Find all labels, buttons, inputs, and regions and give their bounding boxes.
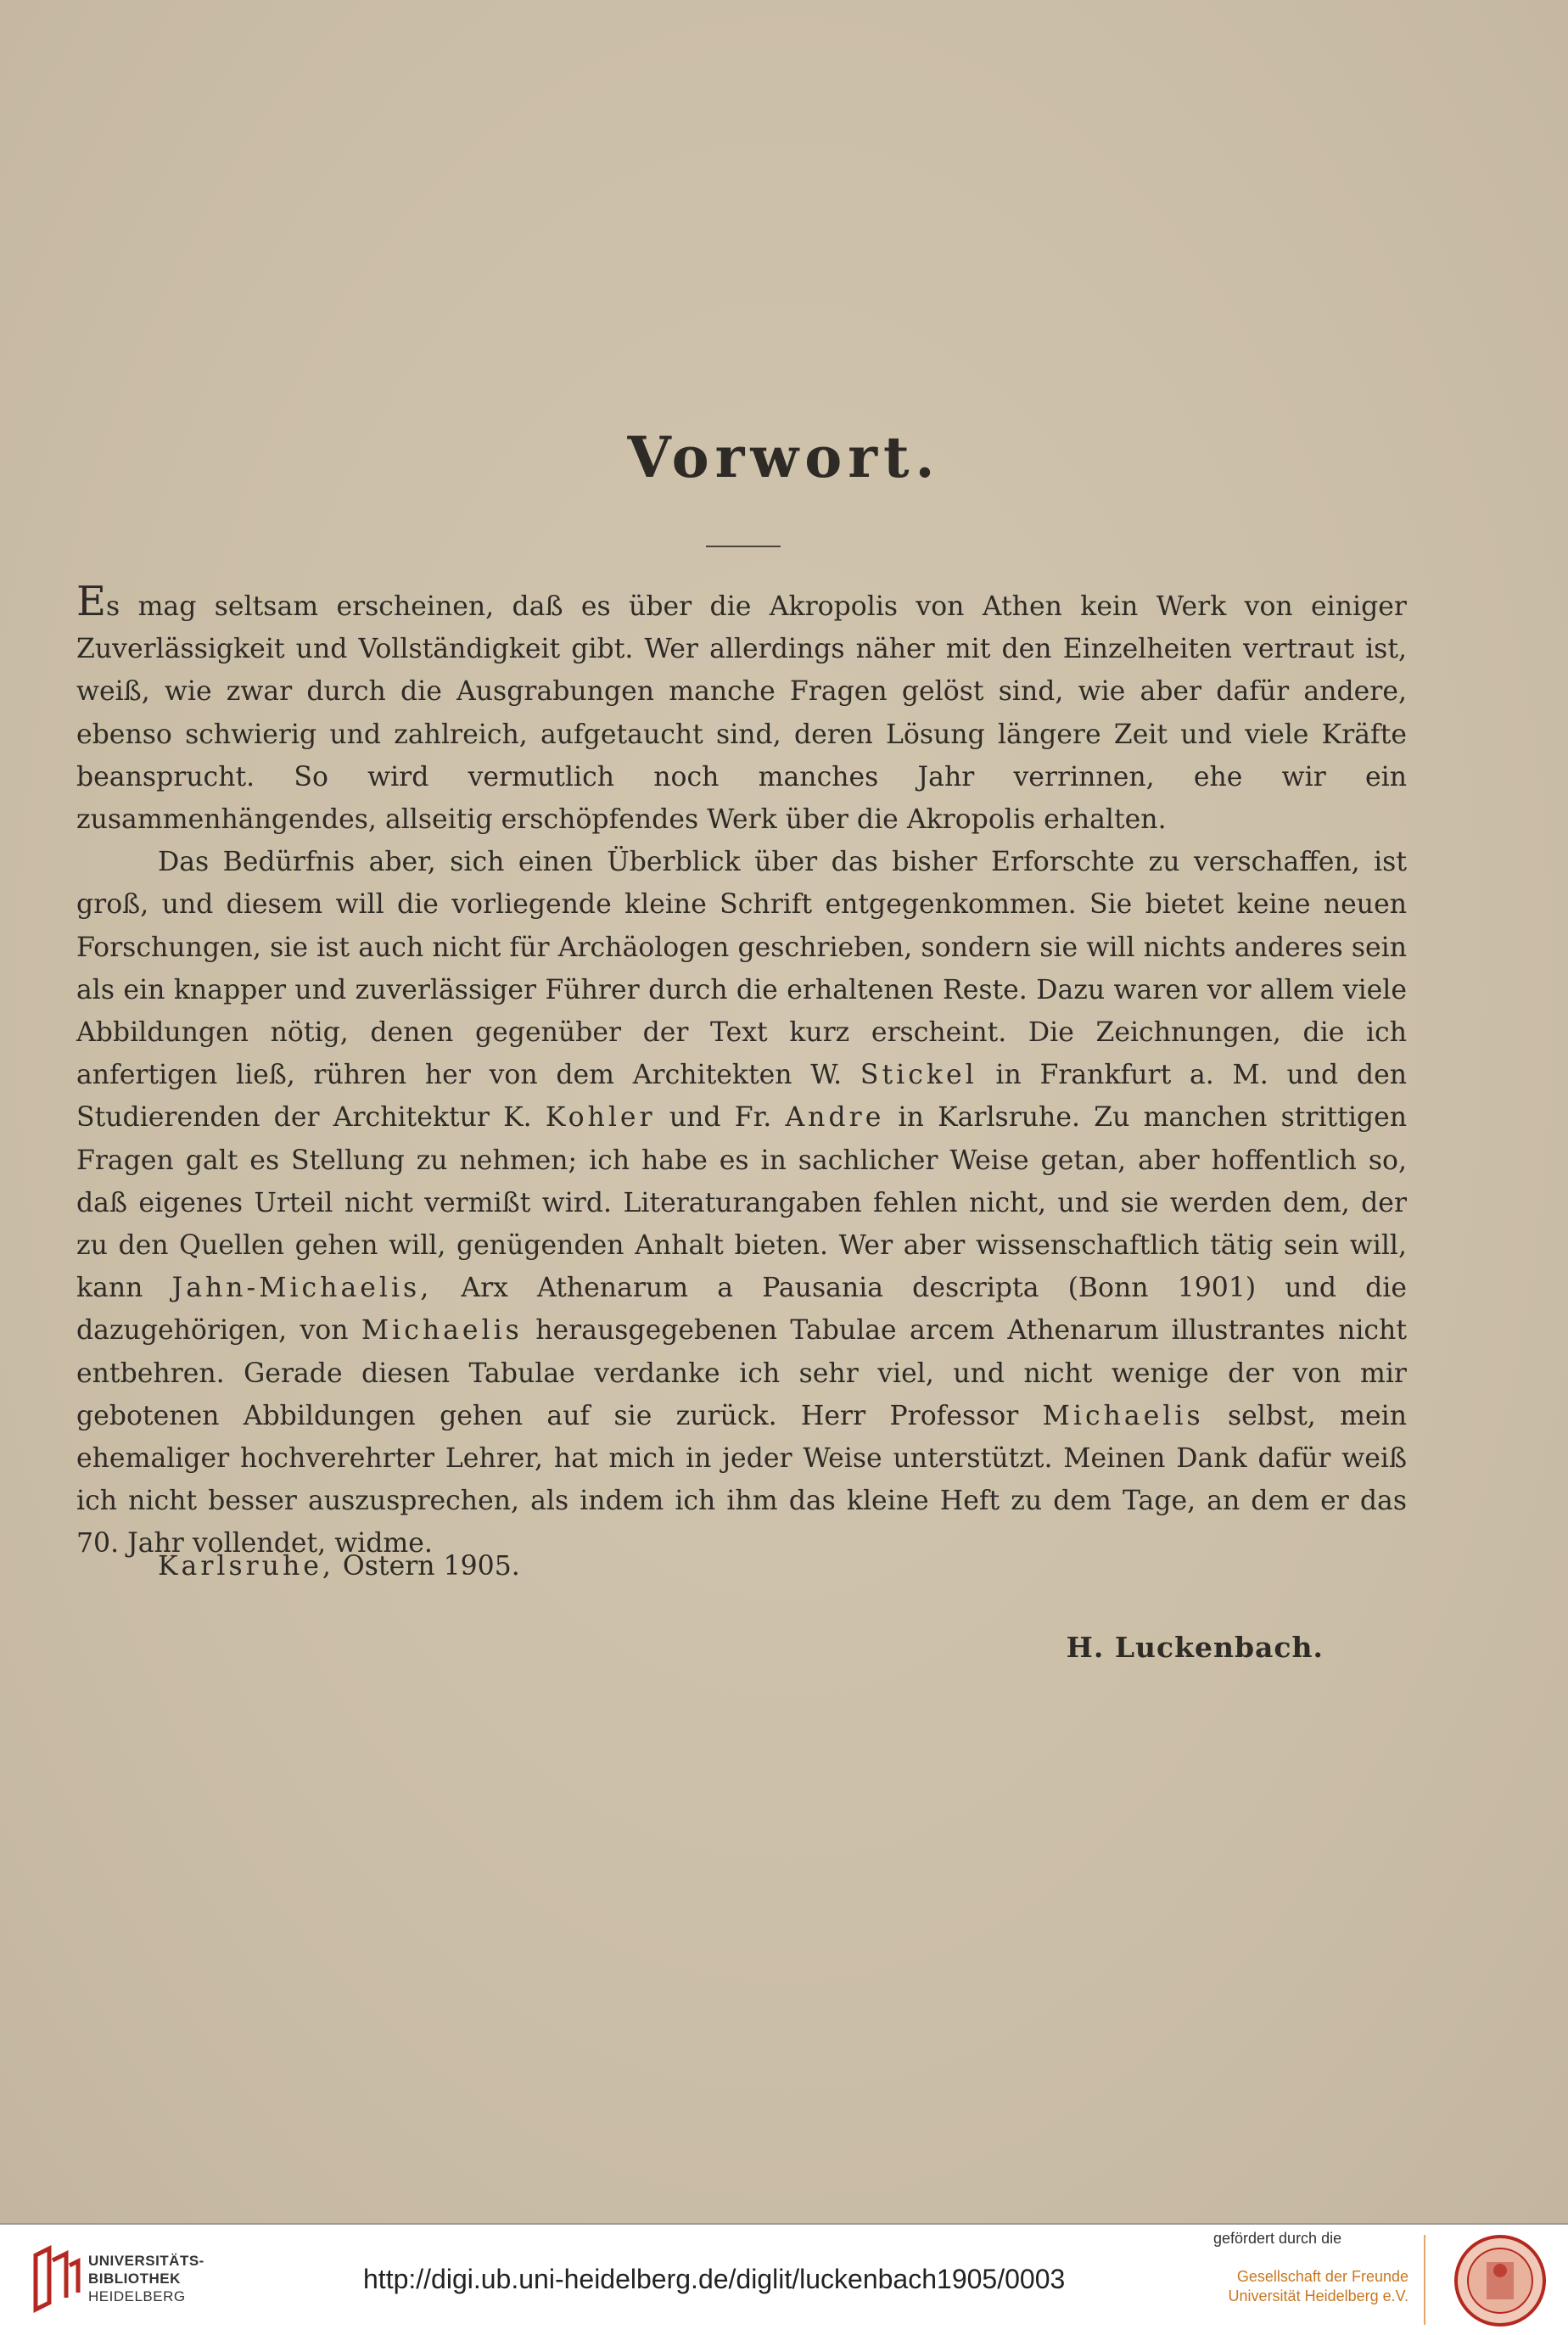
name-andre: Andre	[785, 1102, 885, 1134]
paragraph-2-text-b: in Frankfurt a. M. und den Studierenden der Architektur K.	[76, 1060, 1408, 1134]
digitization-footer	[0, 2223, 1568, 2335]
paragraph-2-text-a: Das Bedürfnis aber, sich einen Überblick über das bisher Erforschte zu verschaffen, ist groß, und diesem will die vorliegende kleine Schrift entgegenkommen. Sie bietet keine neuen Forschungen, sie ist auch nicht für Archäologen geschrieben, sondern sie will nichts anderes sein als ein knapper und zuverlässiger Führer durch die erhaltenen Reste. Dazu waren vor allem viele Abbildungen nötig, denen gegenüber der Text kurz erscheint. Die Zeichnungen, die ich anfertigen ließ, rühren her von dem Architekten W.	[76, 847, 1407, 1091]
paragraph-2-text-c: und Fr.	[669, 1102, 772, 1134]
paragraph-2	[76, 841, 1407, 1565]
paragraph-1	[76, 578, 1407, 841]
drop-cap: E	[76, 578, 107, 625]
place-and-date	[158, 1551, 520, 1582]
library-name	[88, 2252, 204, 2305]
place-city: Karlsruhe,	[158, 1551, 334, 1582]
paragraph-2-text-f: herausgegebenen Tabulae arcem Athenarum illustrantes nicht entbehren. Gerade diesen Tabulae verdanke ich sehr viel, und nicht wenige der von mir gebotenen Abbildungen gehen auf sie zurück. Herr Professor	[76, 1315, 1407, 1431]
sponsor-divider	[1424, 2235, 1425, 2325]
name-kohler: Kohler	[545, 1102, 656, 1134]
preface-body	[76, 578, 1408, 1565]
name-michaelis-1: Michaelis	[361, 1315, 523, 1347]
title-divider	[706, 546, 781, 547]
paragraph-1-text: s mag seltsam erscheinen, daß es über die Akropolis von Athen kein Werk von einiger Zuverlässigkeit und Vollständigkeit gibt. Wer allerdings näher mit den Einzelheiten vertraut ist, weiß, wie zwar durch die Ausgrabungen manche Fragen gelöst sind, wie aber dafür andere, ebenso schwierig und zahlreich, aufgetaucht sind, deren Lösung längere Zeit und viele Kräfte beansprucht. So wird vermutlich noch manches Jahr verrinnen, ehe wir ein zusammenhängendes, allseitig erschöpfendes Werk über die Akropolis erhalten.	[76, 591, 1407, 836]
library-logo-icon	[31, 2243, 81, 2315]
paragraph-2-text-g: selbst, mein ehemaliger hochverehrter Lehrer, hat mich in jeder Weise unterstützt. Meinen Dank dafür weiß ich nicht besser auszusprechen, als indem ich ihm das kleine Heft zu dem Tage, an dem er das 70. Jahr vollendet, widme.	[76, 1400, 1407, 1559]
library-line-2: BIBLIOTHEK	[88, 2271, 181, 2287]
author-signature: H. Luckenbach.	[1066, 1631, 1324, 1664]
name-jahn-michaelis: Jahn-Michaelis,	[171, 1273, 433, 1304]
paragraph-2-text-e: Arx Athenarum a Pausania descripta (Bonn 1901) und die dazugehörigen, von	[76, 1273, 1408, 1347]
sponsor-line-1: Gesellschaft der Freunde	[1236, 2268, 1408, 2285]
sponsor-line-2: Universität Heidelberg e.V.	[1228, 2287, 1408, 2304]
sponsor-label: gefördert durch die	[1213, 2230, 1342, 2247]
page-title: Vorwort.	[627, 424, 941, 490]
place-date: Ostern 1905.	[342, 1551, 520, 1582]
library-line-3: HEIDELBERG	[88, 2288, 186, 2304]
library-line-1: UNIVERSITÄTS-	[88, 2253, 204, 2269]
name-michaelis-2: Michaelis	[1042, 1400, 1204, 1431]
sponsor-name	[1205, 2267, 1408, 2306]
paragraph-2-text-d: in Karlsruhe. Zu manchen strittigen Fragen galt es Stellung zu nehmen; ich habe es in sachlicher Weise getan, aber hoffentlich so, daß eigenes Urteil nicht vermißt wird. Literaturangaben fehlen nicht, und sie werden dem, der zu den Quellen gehen will, genügenden Anhalt bieten. Wer aber wissenschaftlich tätig sein will, kann	[76, 1102, 1408, 1304]
university-seal-icon	[1453, 2233, 1548, 2328]
name-stickel: Stickel	[860, 1060, 977, 1091]
permalink-url[interactable]: http://digi.ub.uni-heidelberg.de/diglit/luckenbach1905/0003	[363, 2264, 1066, 2294]
